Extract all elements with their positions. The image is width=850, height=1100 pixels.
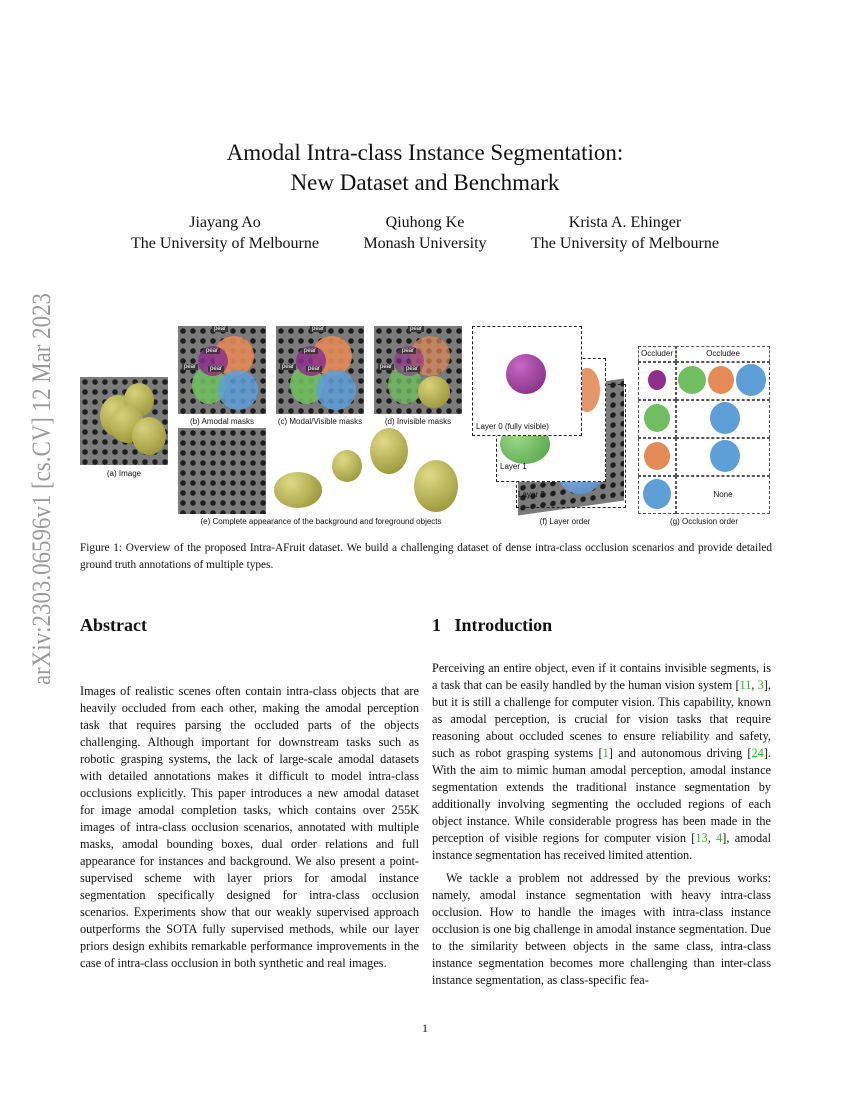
mask-tag: pear	[406, 366, 419, 372]
mask-tag: pear	[402, 348, 415, 354]
citation-link[interactable]: 1	[602, 746, 609, 760]
figure-caption: Figure 1: Overview of the proposed Intra-AFruit dataset. We build a challenging dataset of dense intra-class occlusion scenarios and provide detailed ground truth annotations of multiple types.	[80, 542, 772, 571]
panel-f-label: (f) Layer order	[539, 517, 591, 526]
intro-paragraph-1: Perceiving an entire object, even if it contains invisible segments, is a task that can be easily handled by the human vision system [11, 3], but it is still a challenge for computer vision. This capability, known as amodal perception, is crucial for vision tasks that require reasoning about occluded scenes to ensure reliability and safety, such as robot grasping systems [1] and autonomous driving [24]. With the aim to mimic human amodal perception, amodal instance segmentation extends the traditional instance segmentation by additionally involving segmenting the occluded regions of each object instance. While considerable progress has been made in the perception of visible regions for computer vision [13, 4], amodal instance segmentation has received limited attention.	[432, 661, 771, 862]
intro-paragraph-2: We tackle a problem not addressed by the previous works: namely, amodal instance segmentation with heavy intra-class occlusion. How to handle the images with intra-class instance occlusion is one big challenge in amodal instance segmentation. Due to the similarity between objects in the same class, intra-class instance segmentation becomes more challenging than inter-class instance segmentation, as class-specific fea-	[432, 871, 771, 987]
mask-tag: pear	[282, 364, 295, 370]
occluder-header: Occluder	[640, 349, 673, 358]
abstract-text: Images of realistic scenes often contain intra-class objects that are heavily occluded from each other, making the amodal perception task that requires parsing the occluded parts of the objects challenging. Although important for downstream tasks such as robotic grasping systems, the lack of large-scale amodal datasets with detailed annotations makes it difficult to model intra-class occlusions explicitly. This paper introduces a new amodal dataset for image amodal completion tasks, which contains over 255K images of intra-class occlusion scenarios, annotated with multiple masks, amodal bounding boxes, dual order relations and full appearance for instances and background. We also present a point-supervised scheme with layer priors for amodal instance segmentation specifically designed for intra-class occlusion scenarios. Experiments show that our weakly supervised approach outperforms the SOTA fully supervised methods, while our layer priors design exhibits remarkable performance improvements in the case of intra-class occlusion in both synthetic and real images.	[80, 684, 419, 970]
paper-title-line2: New Dataset and Benchmark	[290, 170, 560, 195]
citation-link[interactable]: 13	[695, 831, 708, 845]
mask-tag: pear	[312, 326, 325, 332]
intro-heading: 1 Introduction	[432, 615, 553, 635]
mask-tag: pear	[214, 326, 227, 332]
panel-f-layer-order	[470, 324, 630, 514]
abstract-heading: Abstract	[80, 615, 147, 635]
panel-c-visible-masks	[276, 326, 364, 414]
figure-1	[0, 320, 850, 530]
author-name: Jiayang Ao	[189, 214, 261, 231]
mask-tag: pear	[308, 366, 321, 372]
page-number: 1	[422, 1021, 428, 1035]
mask-tag: pear	[304, 348, 317, 354]
abstract-body	[80, 683, 419, 972]
panel-g-label: (g) Occlusion order	[669, 517, 739, 526]
mask-tag: pear	[206, 348, 219, 354]
citation-link[interactable]: 4	[716, 831, 723, 845]
author-block-1	[110, 212, 340, 254]
author-name: Qiuhong Ke	[385, 214, 465, 231]
panel-a-label: (a) Image	[106, 469, 142, 478]
layer0-label: Layer 0 (fully visible)	[476, 422, 549, 431]
author-affiliation: Monash University	[363, 235, 487, 252]
author-affiliation: The University of Melbourne	[531, 235, 719, 252]
arxiv-stamp-text: arXiv:2303.06596v1 [cs.CV] 12 Mar 2023	[27, 290, 56, 685]
intro-body	[432, 660, 771, 989]
panel-e-background	[178, 428, 266, 514]
mask-tag: pear	[380, 364, 393, 370]
none-label: None	[713, 490, 733, 499]
author-block-3	[515, 212, 735, 254]
mask-tag: pear	[410, 326, 423, 332]
citation-link[interactable]: 3	[757, 678, 764, 692]
panel-e-foreground-objects	[270, 426, 470, 516]
panel-c-label: (c) Modal/Visible masks	[277, 417, 363, 426]
occludee-header: Occludee	[706, 349, 740, 358]
citation-link[interactable]: 24	[751, 746, 764, 760]
paper-title-line1: Amodal Intra-class Instance Segmentation:	[226, 140, 624, 165]
author-affiliation: The University of Melbourne	[131, 235, 319, 252]
mask-tag: pear	[210, 366, 223, 372]
panel-b-amodal-masks	[178, 326, 266, 414]
mask-tag: pear	[184, 364, 197, 370]
panel-b-label: (b) Amodal masks	[189, 417, 255, 426]
panel-e-label: (e) Complete appearance of the background and foreground objects	[200, 517, 442, 526]
panel-a-image	[80, 377, 168, 465]
author-block-2	[345, 212, 505, 254]
panel-d-invisible-masks	[374, 326, 462, 414]
layer1-label: Layer 1	[500, 462, 527, 471]
author-name: Krista A. Ehinger	[568, 214, 682, 231]
citation-link[interactable]: 11	[739, 678, 752, 692]
panel-g-occlusion-order	[638, 346, 770, 512]
layer2-label: Layer 2	[518, 490, 545, 499]
panel-d-label: (d) Invisible masks	[384, 417, 452, 426]
